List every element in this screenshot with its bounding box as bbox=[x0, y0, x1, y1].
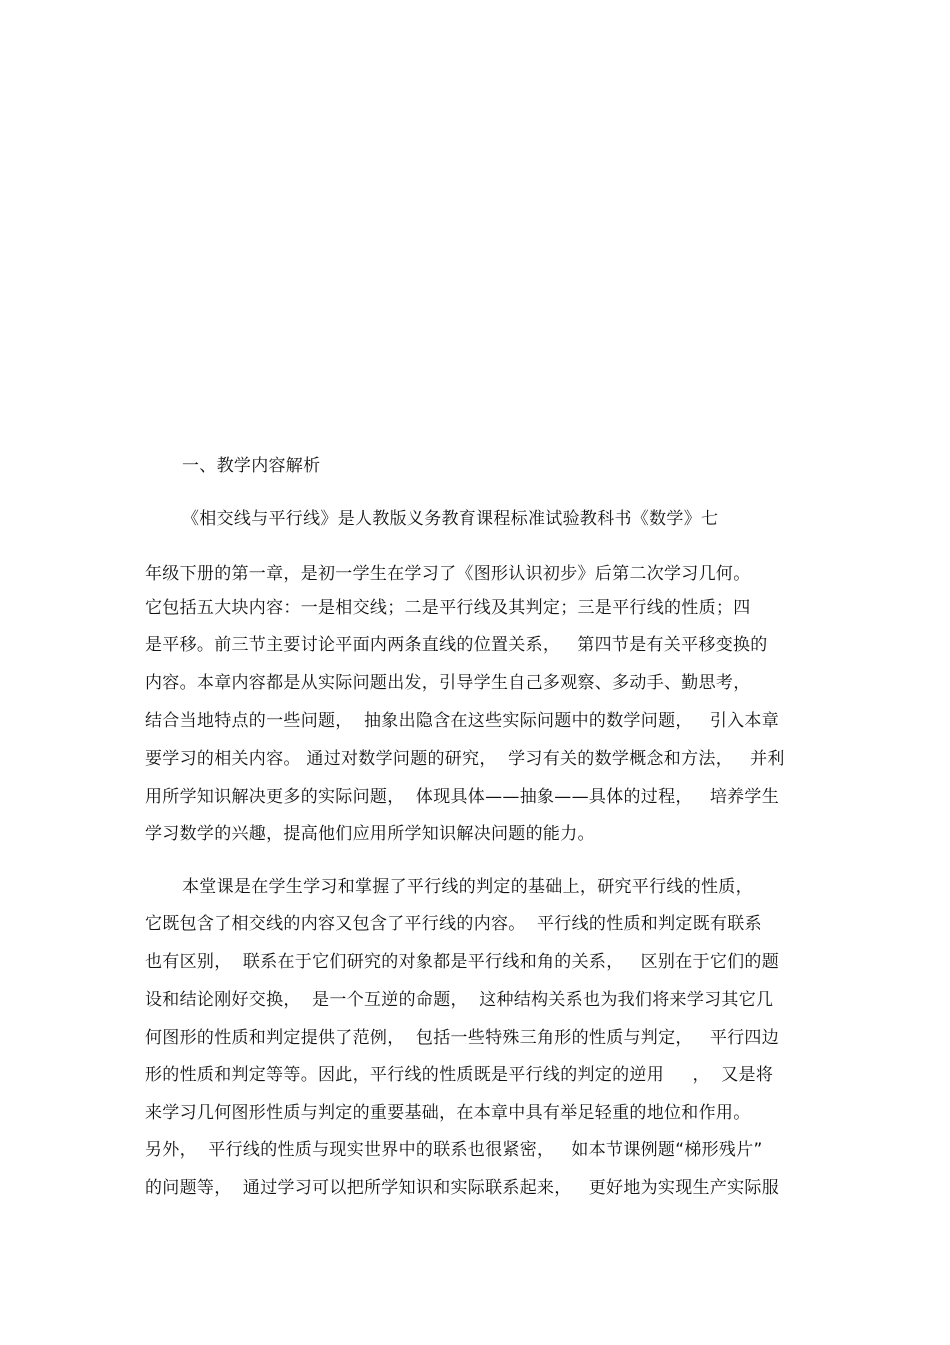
paragraph-line: 来学习几何图形性质与判定的重要基础，在本章中具有举足轻重的地位和作用。 bbox=[145, 1103, 751, 1123]
paragraph-line: 的问题等， 通过学习可以把所学知识和实际联系起来， 更好地为实现生产实际服 bbox=[145, 1178, 780, 1198]
paragraph-line: 另外， 平行线的性质与现实世界中的联系也很紧密， 如本节课例题“梯形残片” bbox=[145, 1140, 763, 1160]
paragraph-line: 结合当地特点的一些问题， 抽象出隐含在这些实际问题中的数学问题， 引入本章 bbox=[145, 711, 780, 731]
paragraph-line: 学习数学的兴趣，提高他们应用所学知识解决问题的能力。 bbox=[145, 824, 595, 844]
paragraph-line: 形的性质和判定等等。因此，平行线的性质既是平行线的判定的逆用 ， 又是将 bbox=[145, 1065, 774, 1085]
section-heading: 一、教学内容解析 bbox=[182, 456, 321, 476]
paragraph-line: 是平移。前三节主要讨论平面内两条直线的位置关系， 第四节是有关平移变换的 bbox=[145, 635, 768, 655]
paragraph-line: 《相交线与平行线》是人教版义务教育课程标准试验教科书《数学》七 bbox=[182, 509, 719, 529]
paragraph-line: 设和结论刚好交换， 是一个互逆的命题， 这种结构关系也为我们将来学习其它几 bbox=[145, 990, 774, 1010]
paragraph-line: 它既包含了相交线的内容又包含了平行线的内容。 平行线的性质和判定既有联系 bbox=[145, 914, 762, 934]
paragraph-line: 何图形的性质和判定提供了范例， 包括一些特殊三角形的性质与判定， 平行四边 bbox=[145, 1028, 780, 1048]
paragraph-line: 它包括五大块内容：一是相交线；二是平行线及其判定；三是平行线的性质；四 bbox=[145, 598, 751, 618]
paragraph-line: 年级下册的第一章，是初一学生在学习了《图形认识初步》后第二次学习几何。 bbox=[145, 564, 751, 584]
paragraph-line: 本堂课是在学生学习和掌握了平行线的判定的基础上，研究平行线的性质， bbox=[182, 877, 753, 897]
paragraph-line: 也有区别， 联系在于它们研究的对象都是平行线和角的关系， 区别在于它们的题 bbox=[145, 952, 780, 972]
paragraph-line: 内容。本章内容都是从实际问题出发，引导学生自己多观察、多动手、勤思考， bbox=[145, 673, 751, 693]
paragraph-line: 要学习的相关内容。 通过对数学问题的研究， 学习有关的数学概念和方法， 并利 bbox=[145, 749, 785, 769]
paragraph-line: 用所学知识解决更多的实际问题， 体现具体——抽象——具体的过程， 培养学生 bbox=[145, 787, 780, 807]
